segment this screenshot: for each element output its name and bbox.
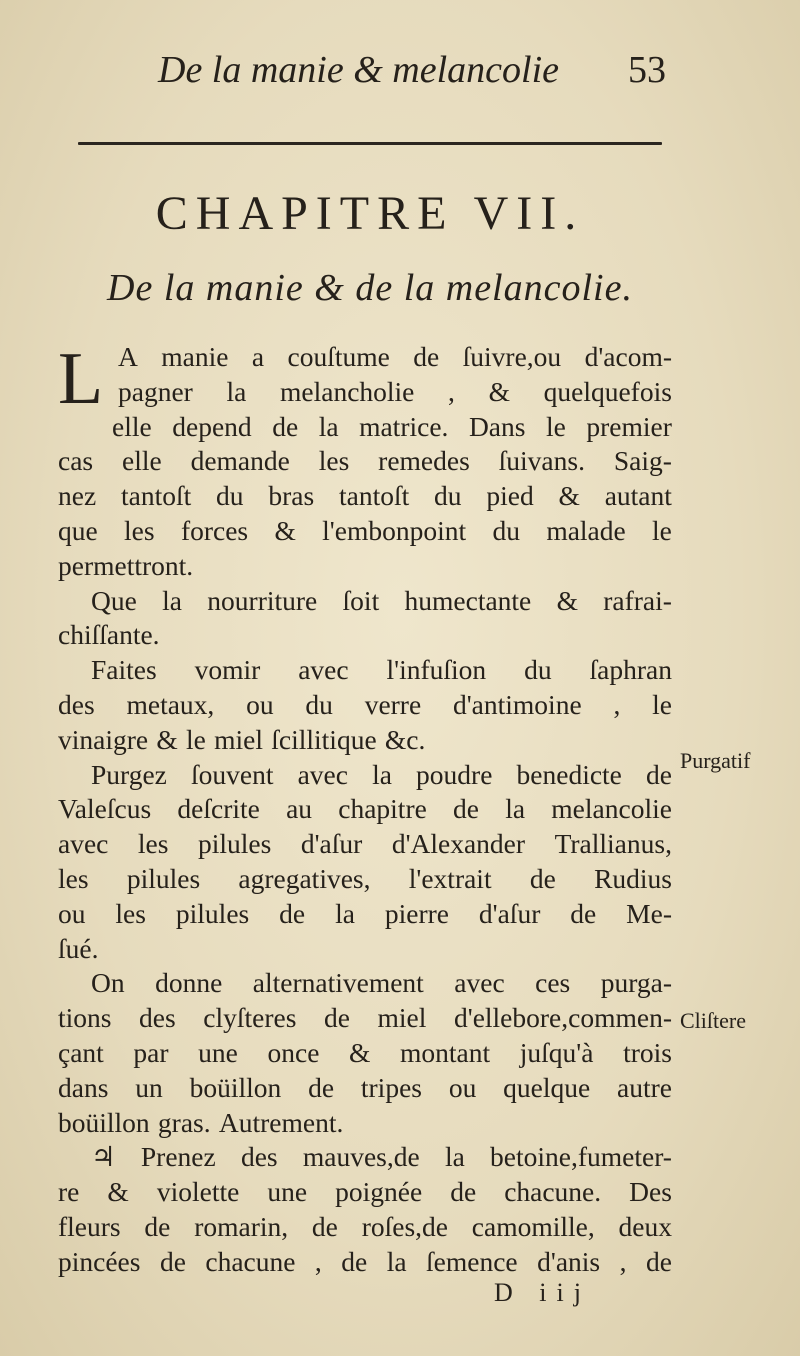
word: camomille, <box>471 1210 595 1242</box>
word: de <box>645 1245 672 1277</box>
text-line <box>58 1106 672 1141</box>
word: & <box>156 723 178 755</box>
word: de <box>529 862 556 894</box>
word: des <box>240 1141 278 1173</box>
text-line <box>58 1036 672 1071</box>
word: Des <box>629 1176 672 1208</box>
word: purga- <box>600 967 672 999</box>
word: la <box>386 1245 407 1277</box>
text-line <box>58 1175 672 1210</box>
word: donne <box>155 967 223 999</box>
text-line <box>58 618 672 653</box>
word: la <box>226 375 247 407</box>
word: chapitre <box>338 793 427 825</box>
text-lines <box>58 410 672 1280</box>
word: pilules <box>197 828 272 860</box>
word: de <box>308 1071 335 1103</box>
word: Saig- <box>613 445 672 477</box>
chapter-subtitle: De la manie & de la melancolie. <box>107 267 633 309</box>
text-line <box>58 862 672 897</box>
word: roſes,de <box>361 1210 448 1242</box>
word: du <box>216 480 244 512</box>
signature-mark: D iij <box>494 1278 591 1307</box>
word: avec <box>297 758 348 790</box>
word: des <box>58 688 95 720</box>
word: , <box>619 1245 627 1277</box>
word: Faites <box>91 654 157 686</box>
word: benedicte <box>516 758 622 790</box>
word: avec <box>454 967 505 999</box>
text-line <box>58 479 672 514</box>
word: de <box>646 758 672 790</box>
word: une <box>267 1176 308 1208</box>
word: melancolie <box>551 793 672 825</box>
word: ſouvent <box>190 758 274 790</box>
word: çant <box>58 1036 104 1068</box>
word: elle <box>122 445 162 477</box>
word: romarin, <box>194 1210 289 1242</box>
word: ſoit <box>342 584 380 616</box>
word: chacune <box>205 1245 296 1277</box>
word: montant <box>400 1036 491 1068</box>
word: boüillon <box>189 1071 282 1103</box>
word: premier <box>586 410 672 442</box>
word: once <box>267 1036 320 1068</box>
word: agregatives, <box>238 862 371 894</box>
word: , <box>314 1245 322 1277</box>
word: de <box>272 410 299 442</box>
word: Prenez <box>140 1141 216 1173</box>
word: la <box>372 758 392 790</box>
word: un <box>135 1071 163 1103</box>
word: chiſſante. <box>58 619 160 651</box>
word: la <box>318 410 339 442</box>
word: avec <box>298 654 349 686</box>
word: violette <box>156 1176 240 1208</box>
word: pierre <box>384 897 449 929</box>
word: de <box>341 1245 368 1277</box>
word: dans <box>58 1071 109 1103</box>
header-rule <box>78 142 662 145</box>
word: le <box>652 514 672 546</box>
word: des <box>139 1002 176 1034</box>
word: deſcrite <box>177 793 260 825</box>
word: ou <box>58 897 86 929</box>
word: Rudius <box>594 862 672 894</box>
margin-note-clistere: Cliſtere <box>680 1008 746 1033</box>
word: poignée <box>335 1176 423 1208</box>
text-line <box>58 932 672 967</box>
text-line <box>58 1071 672 1106</box>
word: melancholie <box>280 375 415 407</box>
word: ſemence <box>426 1245 518 1277</box>
word: de <box>570 897 597 929</box>
word: d'ellebore,commen- <box>453 1002 672 1034</box>
word: du <box>434 480 462 512</box>
word: bras <box>268 480 315 512</box>
word: gras. <box>157 1106 211 1138</box>
word: de <box>311 1210 338 1242</box>
opening-lines <box>58 338 672 420</box>
word: trois <box>623 1036 672 1068</box>
text-line <box>58 1001 672 1036</box>
text-line <box>58 1245 672 1280</box>
word: , <box>613 688 621 720</box>
word: & <box>556 584 578 616</box>
word: miel <box>377 1002 427 1034</box>
word: ſuivre,ou <box>462 341 562 372</box>
word: que <box>58 514 98 546</box>
text-line <box>58 723 672 758</box>
word: la <box>505 793 526 825</box>
word: & <box>488 375 510 407</box>
word: On <box>91 967 125 999</box>
text-line <box>58 897 672 932</box>
page-number: 53 <box>628 49 666 91</box>
word: pagner <box>118 375 193 407</box>
word: metaux, <box>126 688 215 720</box>
word: du <box>524 654 552 686</box>
text-line <box>58 549 672 584</box>
drop-cap: L <box>58 338 104 420</box>
margin-note-purgatif: Purgatif <box>680 748 751 773</box>
chapter-title: CHAPITRE VII. <box>155 187 585 240</box>
word: boüillon <box>58 1106 150 1138</box>
word: ſué. <box>58 932 99 964</box>
word: juſqu'à <box>519 1036 594 1068</box>
word: nez <box>58 480 97 512</box>
word: couſtume <box>287 341 390 372</box>
word: le <box>652 688 672 720</box>
word: pilules <box>126 862 201 894</box>
text-line <box>58 444 672 479</box>
word: forces <box>180 514 249 546</box>
word: vomir <box>194 654 261 686</box>
word: elle <box>112 410 152 442</box>
word: verre <box>364 688 422 720</box>
word: autre <box>617 1071 672 1103</box>
word: manie <box>161 341 229 372</box>
word: Autrement. <box>218 1106 344 1138</box>
word: Purgez <box>91 758 167 790</box>
word: de <box>144 1210 171 1242</box>
text-line <box>58 966 672 1001</box>
word: matrice. <box>359 410 449 442</box>
word: du <box>305 688 333 720</box>
word: , <box>448 375 455 407</box>
word: chacune. <box>504 1176 602 1208</box>
word: A <box>118 341 138 372</box>
word: ou <box>448 1071 477 1103</box>
word: de <box>413 341 440 372</box>
word: Que <box>91 584 137 616</box>
word: betoine,fumeter- <box>490 1141 672 1173</box>
word: nourriture <box>207 584 318 616</box>
word: de <box>279 897 306 929</box>
text-line <box>58 1140 672 1175</box>
word: &c. <box>384 723 426 755</box>
word: Me- <box>626 897 672 929</box>
word: Valeſcus <box>58 793 152 825</box>
word: la <box>444 1141 465 1173</box>
word: avec <box>58 828 109 860</box>
word: clyſteres <box>203 1002 297 1034</box>
word: les <box>124 514 155 546</box>
word: cas <box>58 445 94 477</box>
word: ſcillitique <box>271 723 377 755</box>
word: d'aſur <box>300 828 363 860</box>
word: depend <box>172 410 252 442</box>
word: autant <box>604 480 672 512</box>
word: ♃ <box>91 1141 116 1173</box>
word: remedes <box>378 445 470 477</box>
word: & <box>107 1176 129 1208</box>
word: ſuivans. <box>498 445 585 477</box>
word: malade <box>546 514 626 546</box>
word: quelque <box>503 1071 591 1103</box>
text-line <box>58 792 672 827</box>
word: & <box>558 480 580 512</box>
word: vinaigre <box>58 723 149 755</box>
word: de <box>450 1176 477 1208</box>
text-line <box>58 688 672 723</box>
word: mauves,de <box>302 1141 420 1173</box>
word: quelquefois <box>543 375 672 407</box>
word: tantoſt <box>120 480 192 512</box>
word: permettront. <box>58 549 194 581</box>
word: Trallianus, <box>554 828 672 860</box>
word: & <box>274 514 296 546</box>
word: les <box>137 828 169 860</box>
word: tantoſt <box>338 480 410 512</box>
body-text <box>58 340 672 1280</box>
word: fleurs <box>58 1210 121 1242</box>
word: pincées <box>58 1245 141 1277</box>
word: rafrai- <box>603 584 672 616</box>
word: d'anis <box>537 1245 601 1277</box>
word: d'Alexander <box>391 828 526 860</box>
word: tions <box>58 1002 112 1034</box>
text-line <box>112 410 672 445</box>
word: ces <box>535 967 571 999</box>
text-line <box>58 758 672 793</box>
word: ſaphran <box>589 654 672 686</box>
text-line <box>58 653 672 688</box>
word: a <box>251 341 265 372</box>
text-line <box>58 584 672 619</box>
word: d'acom- <box>584 341 672 372</box>
word: ou <box>246 688 274 720</box>
word: par <box>133 1036 169 1068</box>
word: l'extrait <box>408 862 492 894</box>
word: la <box>335 897 355 929</box>
word: tripes <box>360 1071 422 1103</box>
word: d'antimoine <box>452 688 582 720</box>
word: le <box>546 410 566 442</box>
running-title: De la manie & melancolie <box>158 49 560 91</box>
word: alternativement <box>252 967 424 999</box>
word: le <box>186 723 206 755</box>
word: l'infuſion <box>386 654 487 686</box>
word: Dans <box>468 410 526 442</box>
word: re <box>58 1176 80 1208</box>
word: la <box>162 584 182 616</box>
text-line <box>58 1210 672 1245</box>
word: les <box>318 445 350 477</box>
word: & <box>349 1036 371 1068</box>
word: au <box>286 793 313 825</box>
word: pied <box>486 480 534 512</box>
word: de <box>159 1245 186 1277</box>
word: du <box>492 514 520 546</box>
word: de <box>324 1002 350 1034</box>
word: de <box>453 793 479 825</box>
text-line <box>58 827 672 862</box>
word: l'embonpoint <box>322 514 467 546</box>
word: demande <box>190 445 290 477</box>
word: humectante <box>404 584 532 616</box>
word: une <box>198 1036 238 1068</box>
word: les <box>115 897 146 929</box>
word: les <box>58 862 89 894</box>
word: miel <box>214 723 263 755</box>
text-line <box>118 340 672 375</box>
text-line <box>118 375 672 410</box>
text-line <box>58 514 672 549</box>
word: poudre <box>416 758 493 790</box>
word: deux <box>618 1210 672 1242</box>
word: d'aſur <box>478 897 541 929</box>
word: pilules <box>175 897 250 929</box>
